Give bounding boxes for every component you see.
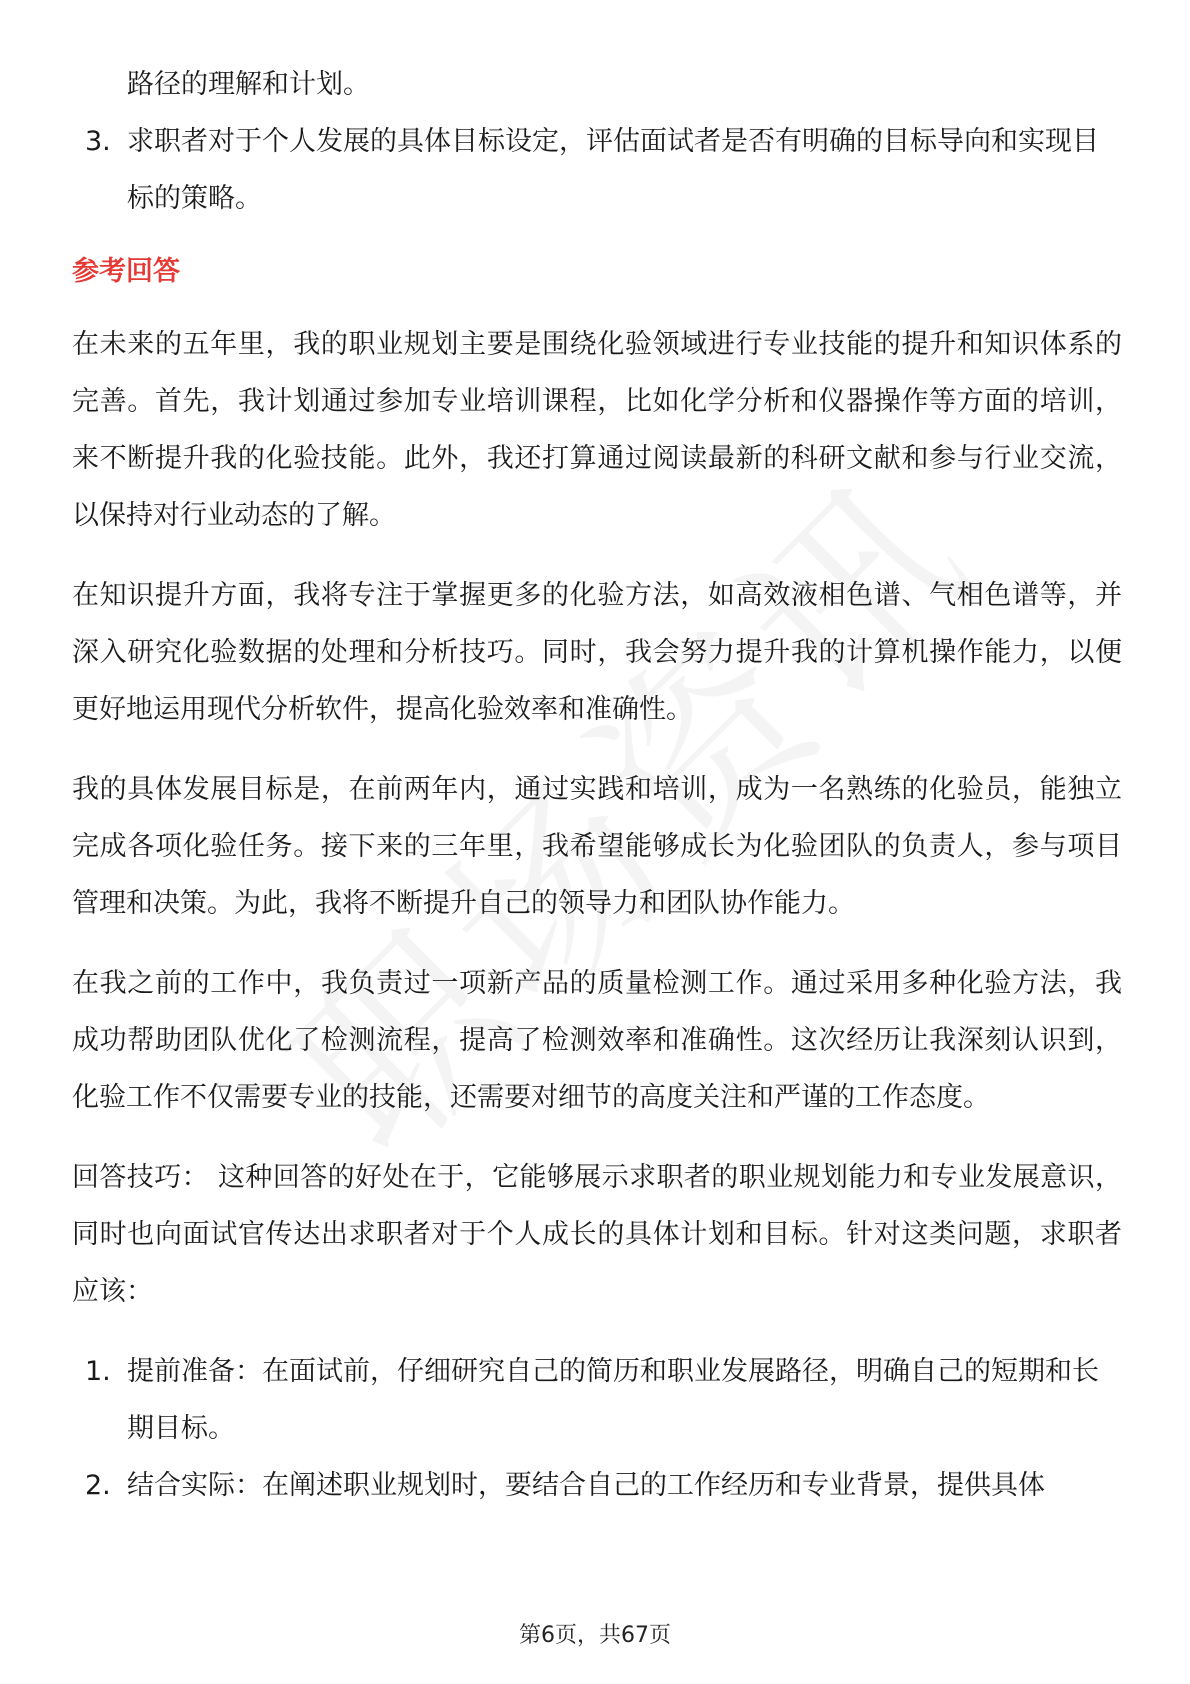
- list-item-text: 求职者对于个人发展的具体目标设定，评估面试者是否有明确的目标导向和实现目标的策略。: [127, 126, 1099, 214]
- answer-paragraph-1: 在未来的五年里，我的职业规划主要是围绕化验领域进行专业技能的提升和知识体系的完善。首先，我计划通过参加专业培训课程，比如化学分析和仪器操作等方面的培训，来不断提升我的化验技能。此外，我还打算通过阅读最新的科研文献和参与行业交流，以保持对行业动态的了解。: [72, 329, 1122, 531]
- list-item-3: [72, 113, 1122, 227]
- answer-paragraph-3: 我的具体发展目标是，在前两年内，通过实践和培训，成为一名熟练的化验员，能独立完成各项化验任务。接下来的三年里，我希望能够成长为化验团队的负责人，参与项目管理和决策。为此，我将不断提升自己的领导力和团队协作能力。: [72, 774, 1122, 919]
- page-footer: 第6页，共67页: [519, 1623, 671, 1648]
- answer-paragraph-2: 在知识提升方面，我将专注于掌握更多的化验方法，如高效液相色谱、气相色谱等，并深入研究化验数据的处理和分析技巧。同时，我会努力提升我的计算机操作能力，以便更好地运用现代分析软件，提高化验效率和准确性。: [72, 580, 1122, 725]
- list-number: 2.: [85, 1470, 111, 1501]
- tips-item-2: [72, 1457, 1122, 1514]
- list-item-text: 提前准备：在面试前，仔细研究自己的简历和职业发展路径，明确自己的短期和长期目标。: [127, 1356, 1099, 1444]
- page-content: [72, 56, 1122, 1514]
- answer-paragraph-4: 在我之前的工作中，我负责过一项新产品的质量检测工作。通过采用多种化验方法，我成功帮助团队优化了检测流程，提高了检测效率和准确性。这次经历让我深刻认识到，化验工作不仅需要专业的技能，还需要对细节的高度关注和严谨的工作态度。: [72, 968, 1122, 1113]
- list-number: 3.: [85, 126, 111, 157]
- tips-paragraph: 回答技巧： 这种回答的好处在于，它能够展示求职者的职业规划能力和专业发展意识，同时也向面试官传达出求职者对于个人成长的具体计划和目标。针对这类问题，求职者应该：: [72, 1162, 1122, 1307]
- tips-item-1: [72, 1343, 1122, 1457]
- list-item-text: 结合实际：在阐述职业规划时，要结合自己的工作经历和专业背景，提供具体: [127, 1470, 1045, 1501]
- list-number: 1.: [85, 1356, 111, 1387]
- list-continuation: 路径的理解和计划。: [127, 69, 370, 100]
- section-heading-reference-answer: 参考回答: [72, 256, 180, 287]
